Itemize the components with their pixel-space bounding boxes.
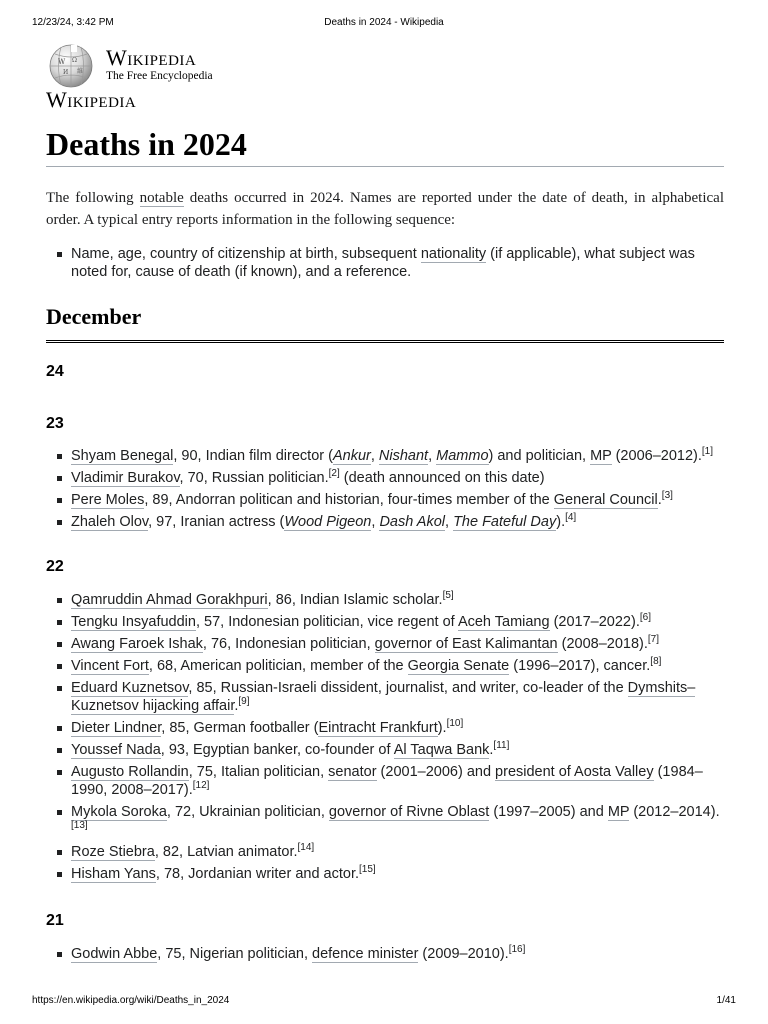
death-list-23: [46, 447, 724, 531]
person-link[interactable]: Hisham Yans: [71, 866, 156, 882]
day-heading-23: 23: [46, 415, 64, 432]
list-item: Hisham Yans, 78, Jordanian writer and actor.[15]: [46, 865, 724, 883]
list-item: Roze Stiebra, 82, Latvian animator.[14]: [46, 843, 724, 861]
list-item: Shyam Benegal, 90, Indian film director (Ankur, Nishant, Mammo) and politician, MP (2006–2012).[1]: [46, 447, 724, 465]
entry-format-list: [46, 245, 724, 281]
svg-text:И: И: [63, 69, 69, 76]
person-link[interactable]: Augusto Rollandin: [71, 764, 189, 780]
person-link[interactable]: Dieter Lindner: [71, 720, 162, 736]
org-link[interactable]: Al Taqwa Bank: [393, 742, 490, 758]
reference-link[interactable]: [9]: [238, 696, 250, 707]
role-link[interactable]: governor of Rivne Oblast: [328, 804, 490, 820]
list-item: Name, age, country of citizenship at birth, subsequent nationality (if applicable), what subject was noted for, cause of death (if known), and a reference.: [46, 245, 724, 281]
reference-link[interactable]: [10]: [446, 718, 464, 729]
list-item: Zhaleh Olov, 97, Iranian actress (Wood Pigeon, Dash Akol, The Fateful Day).[4]: [46, 513, 724, 531]
role-link[interactable]: senator: [328, 764, 377, 780]
reference-link[interactable]: [7]: [647, 634, 660, 645]
reference-link[interactable]: [5]: [442, 590, 454, 601]
wikipedia-tagline: The Free Encyclopedia: [106, 70, 213, 82]
club-link[interactable]: Eintracht Frankfurt: [318, 720, 438, 736]
wikipedia-wordmark-secondary: Wikipedia: [46, 87, 137, 112]
reference-link[interactable]: [8]: [650, 656, 662, 667]
list-item: Augusto Rollandin, 75, Italian politician, senator (2001–2006) and president of Aosta Valley (1984–1990, 2008–2017).[12]: [46, 763, 724, 799]
role-link[interactable]: president of Aosta Valley: [495, 764, 654, 780]
reference-link[interactable]: [6]: [639, 612, 651, 623]
person-link[interactable]: Vincent Fort: [71, 658, 149, 674]
list-item: Vincent Fort, 68, American politician, member of the Georgia Senate (1996–2017), cancer.[8]: [46, 657, 724, 675]
list-item: Godwin Abbe, 75, Nigerian politician, defence minister (2009–2010).[16]: [46, 945, 724, 963]
person-link[interactable]: Tengku Insyafuddin: [71, 614, 196, 630]
print-title: Deaths in 2024 - Wikipedia: [324, 17, 444, 28]
list-item: Qamruddin Ahmad Gorakhpuri, 86, Indian Islamic scholar.[5]: [46, 591, 724, 609]
link-nationality[interactable]: nationality: [420, 246, 487, 262]
reference-link[interactable]: [2]: [328, 468, 340, 479]
reference-link[interactable]: [14]: [297, 842, 315, 853]
reference-link[interactable]: [1]: [701, 446, 713, 457]
person-link[interactable]: Youssef Nada: [71, 742, 161, 758]
role-link[interactable]: defence minister: [312, 946, 419, 962]
place-link[interactable]: Aceh Tamiang: [457, 614, 550, 630]
work-link[interactable]: Dash Akol: [379, 514, 445, 530]
link-notable[interactable]: notable: [139, 190, 184, 206]
person-link[interactable]: Shyam Benegal: [71, 448, 174, 464]
reference-link[interactable]: [11]: [493, 740, 510, 751]
print-timestamp: 12/23/24, 3:42 PM: [32, 17, 114, 28]
person-link[interactable]: Eduard Kuznetsov: [71, 680, 189, 696]
role-link[interactable]: MP: [590, 448, 612, 464]
person-link[interactable]: Vladimir Burakov: [71, 470, 180, 486]
work-link[interactable]: The Fateful Day: [453, 514, 557, 530]
role-link[interactable]: General Council: [553, 492, 658, 508]
day-heading-24: 24: [46, 363, 64, 380]
reference-link[interactable]: [3]: [661, 490, 673, 501]
list-item: Youssef Nada, 93, Egyptian banker, co-founder of Al Taqwa Bank.[11]: [46, 741, 724, 759]
list-item: Tengku Insyafuddin, 57, Indonesian politician, vice regent of Aceh Tamiang (2017–2022).[6]: [46, 613, 724, 631]
reference-link[interactable]: [12]: [192, 780, 210, 791]
print-header: [32, 17, 736, 31]
page-title: Deaths in 2024: [46, 126, 724, 167]
list-item: Mykola Soroka, 72, Ukrainian politician, governor of Rivne Oblast (1997–2005) and MP (2012–2014).[13]: [46, 803, 724, 839]
work-link[interactable]: Nishant: [378, 448, 429, 464]
work-link[interactable]: Ankur: [332, 448, 371, 464]
person-link[interactable]: Roze Stiebra: [71, 844, 155, 860]
list-item: Awang Faroek Ishak, 76, Indonesian politician, governor of East Kalimantan (2008–2018).[7]: [46, 635, 724, 653]
org-link[interactable]: Georgia Senate: [407, 658, 510, 674]
work-link[interactable]: Mammo: [436, 448, 489, 464]
person-link[interactable]: Godwin Abbe: [71, 946, 158, 962]
work-link[interactable]: Wood Pigeon: [284, 514, 372, 530]
svg-text:W: W: [58, 58, 66, 66]
person-link[interactable]: Zhaleh Olov: [71, 514, 149, 530]
svg-text:維: 維: [77, 68, 84, 75]
day-heading-21: 21: [46, 912, 64, 929]
role-link[interactable]: governor of East Kalimantan: [374, 636, 558, 652]
person-link[interactable]: Awang Faroek Ishak: [71, 636, 203, 652]
section-heading-december: December: [46, 303, 724, 343]
list-item: Vladimir Burakov, 70, Russian politician.[2] (death announced on this date): [46, 469, 724, 487]
wikipedia-globe-icon: [46, 42, 96, 88]
list-item: Pere Moles, 89, Andorran politican and historian, four-times member of the General Council.[3]: [46, 491, 724, 509]
reference-link[interactable]: [13]: [71, 820, 88, 831]
reference-link[interactable]: [16]: [508, 944, 526, 955]
reference-link[interactable]: [4]: [565, 512, 577, 523]
death-list-22: [46, 591, 724, 883]
print-url: https://en.wikipedia.org/wiki/Deaths_in_2024: [32, 995, 230, 1006]
print-page-number: 1/41: [716, 995, 736, 1006]
wikipedia-wordmark: Wikipedia: [106, 45, 197, 70]
person-link[interactable]: Qamruddin Ahmad Gorakhpuri: [71, 592, 268, 608]
person-link[interactable]: Mykola Soroka: [71, 804, 167, 820]
event-link[interactable]: Dymshits–Kuznetsov hijacking affair: [71, 680, 696, 714]
list-item: Eduard Kuznetsov, 85, Russian-Israeli dissident, journalist, and writer, co-leader of the Dymshits–Kuznetsov hijacking affair.[9]: [46, 679, 724, 715]
wikipedia-logo[interactable]: [46, 40, 724, 90]
reference-link[interactable]: [15]: [359, 864, 376, 875]
svg-text:Ω: Ω: [72, 57, 77, 64]
role-link[interactable]: MP: [607, 804, 630, 820]
article-content: [46, 40, 724, 967]
death-list-21: [46, 945, 724, 963]
person-link[interactable]: Pere Moles: [71, 492, 145, 508]
day-heading-22: 22: [46, 558, 64, 575]
print-footer: [32, 995, 736, 1009]
list-item: Dieter Lindner, 85, German footballer (Eintracht Frankfurt).[10]: [46, 719, 724, 737]
intro-paragraph: The following notable deaths occurred in 2024. Names are reported under the date of death, in alphabetical order. A typical entry reports information in the following sequence:: [46, 190, 725, 228]
